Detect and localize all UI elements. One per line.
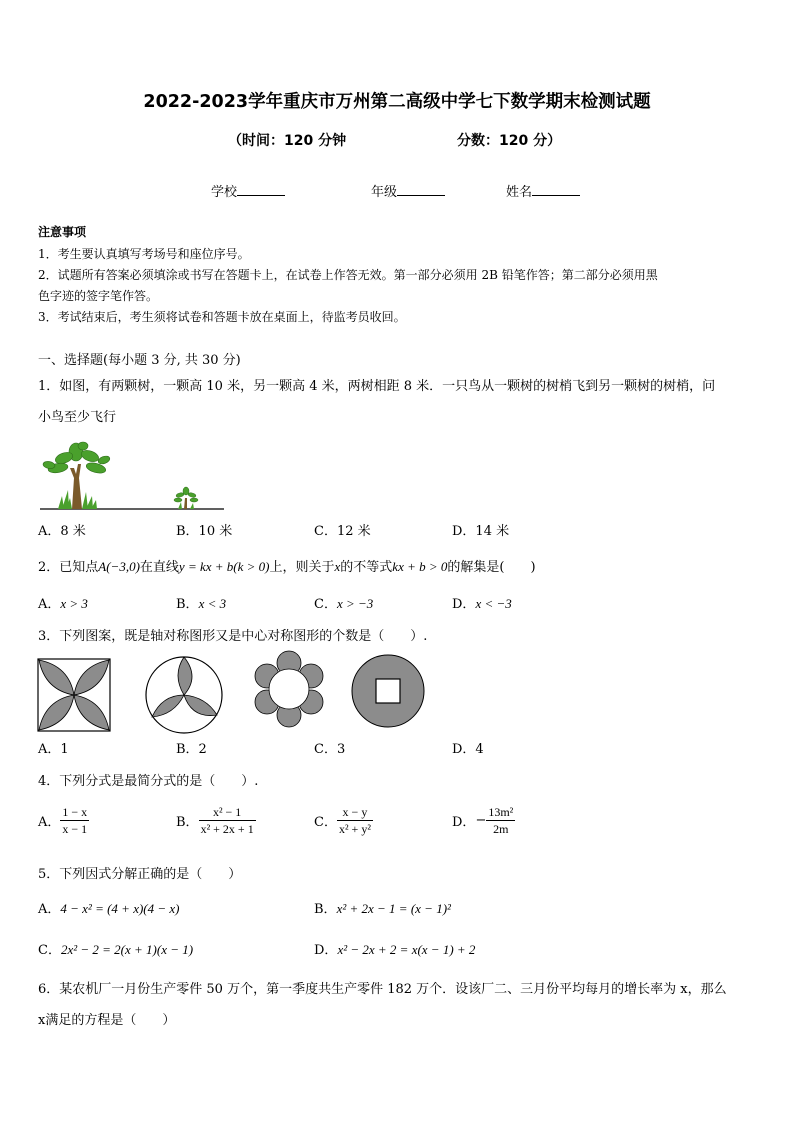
trees-figure: [36, 438, 228, 514]
q3-option-a[interactable]: A．1: [38, 742, 69, 757]
page-title: 2022-2023学年重庆市万州第二高级中学七下数学期末检测试题: [143, 92, 651, 112]
notice-item: 色字迹的签字笔作答。: [38, 289, 159, 303]
question-5-text: 5．下列因式分解正确的是（ ）: [38, 867, 242, 882]
section-heading: 一、选择题(每小题 3 分, 共 30 分): [38, 353, 241, 368]
question-1-text: 1．如图，有两颗树，一颗高 10 米，另一颗高 4 米，两树相距 8 米．一只鸟从一颗树的树梢飞到另一颗树的树梢，问: [38, 379, 716, 394]
name-label: 姓名: [506, 185, 533, 200]
exam-score: 分数：120 分）: [457, 133, 562, 149]
pinwheel-square-figure: [37, 658, 111, 732]
school-field: [211, 181, 285, 200]
notice-item: 3．考试结束后，考生须将试卷和答题卡放在桌面上，待监考员收回。: [38, 310, 406, 324]
q3-option-b[interactable]: B．2: [176, 742, 207, 757]
three-blade-circle-figure: [144, 655, 224, 735]
q5-option-a[interactable]: A．4 − x² = (4 + x)(4 − x): [38, 901, 180, 917]
q3-option-c[interactable]: C．3: [314, 742, 346, 757]
grade-field: [371, 181, 445, 200]
exam-time: （时间：120 分钟: [228, 133, 347, 149]
q5-option-d[interactable]: D．x² − 2x + 2 = x(x − 1) + 2: [314, 942, 476, 958]
question-3-text: 3．下列图案，既是轴对称图形又是中心对称图形的个数是（ ）.: [38, 629, 428, 644]
q4-option-c[interactable]: C． $\frac{x - y}{\text{x² + y²}}$: [314, 805, 371, 836]
grade-blank[interactable]: [397, 183, 445, 196]
question-6-text-cont: x满足的方程是（ ）: [38, 1013, 176, 1028]
notice-item: 2．试题所有答案必须填涂或书写在答题卡上，在试卷上作答无效。第一部分必须用 2B 铅笔作答；第二部分必须用黑: [38, 268, 658, 282]
coin-figure: [350, 653, 426, 729]
q4-option-d[interactable]: D．− $\frac{\text{13m²}}{2m}$: [452, 805, 514, 836]
q4-option-b[interactable]: B． $\frac{\text{x² − 1}}{\text{x² + 2x + 1}}$: [176, 805, 254, 836]
notice-item: 1．考生要认真填写考场号和座位序号。: [38, 247, 250, 261]
q4-option-a[interactable]: A． $\frac{1 - x}{x - 1}$: [38, 805, 88, 836]
question-4-text: 4．下列分式是最简分式的是（ ）.: [38, 774, 259, 789]
q5-option-c[interactable]: C．2x² − 2 = 2(x + 1)(x − 1): [38, 942, 194, 958]
q1-option-b[interactable]: B．10 米: [176, 524, 233, 539]
q2-option-a[interactable]: A．x > 3: [38, 596, 88, 612]
question-6-text: 6．某农机厂一月份生产零件 50 万个，第一季度共生产零件 182 万个．设该厂二、三月份平均每月的增长率为 x，那么: [38, 982, 727, 997]
grade-label: 年级: [371, 185, 398, 200]
q5-option-b[interactable]: B．x² + 2x − 1 = (x − 1)²: [314, 901, 451, 917]
question-2-text: 2．已知点A(−3,0)在直线y = kx + b(k > 0)上，则关于x的不等式kx + b > 0的解集是( ): [38, 559, 536, 575]
school-label: 学校: [211, 185, 238, 200]
q3-option-d[interactable]: D．4: [452, 742, 484, 757]
question-1-text-cont: 小鸟至少飞行: [38, 410, 117, 425]
notice-heading: 注意事项: [38, 225, 87, 239]
q1-option-d[interactable]: D．14 米: [452, 524, 510, 539]
q1-option-a[interactable]: A．8 米: [38, 524, 86, 539]
school-blank[interactable]: [237, 183, 285, 196]
name-field: [506, 181, 580, 200]
flower-figure: [250, 650, 328, 728]
q1-option-c[interactable]: C．12 米: [314, 524, 371, 539]
name-blank[interactable]: [532, 183, 580, 196]
q2-option-d[interactable]: D．x < −3: [452, 596, 512, 612]
q2-option-b[interactable]: B．x < 3: [176, 596, 227, 612]
q2-option-c[interactable]: C．x > −3: [314, 596, 374, 612]
